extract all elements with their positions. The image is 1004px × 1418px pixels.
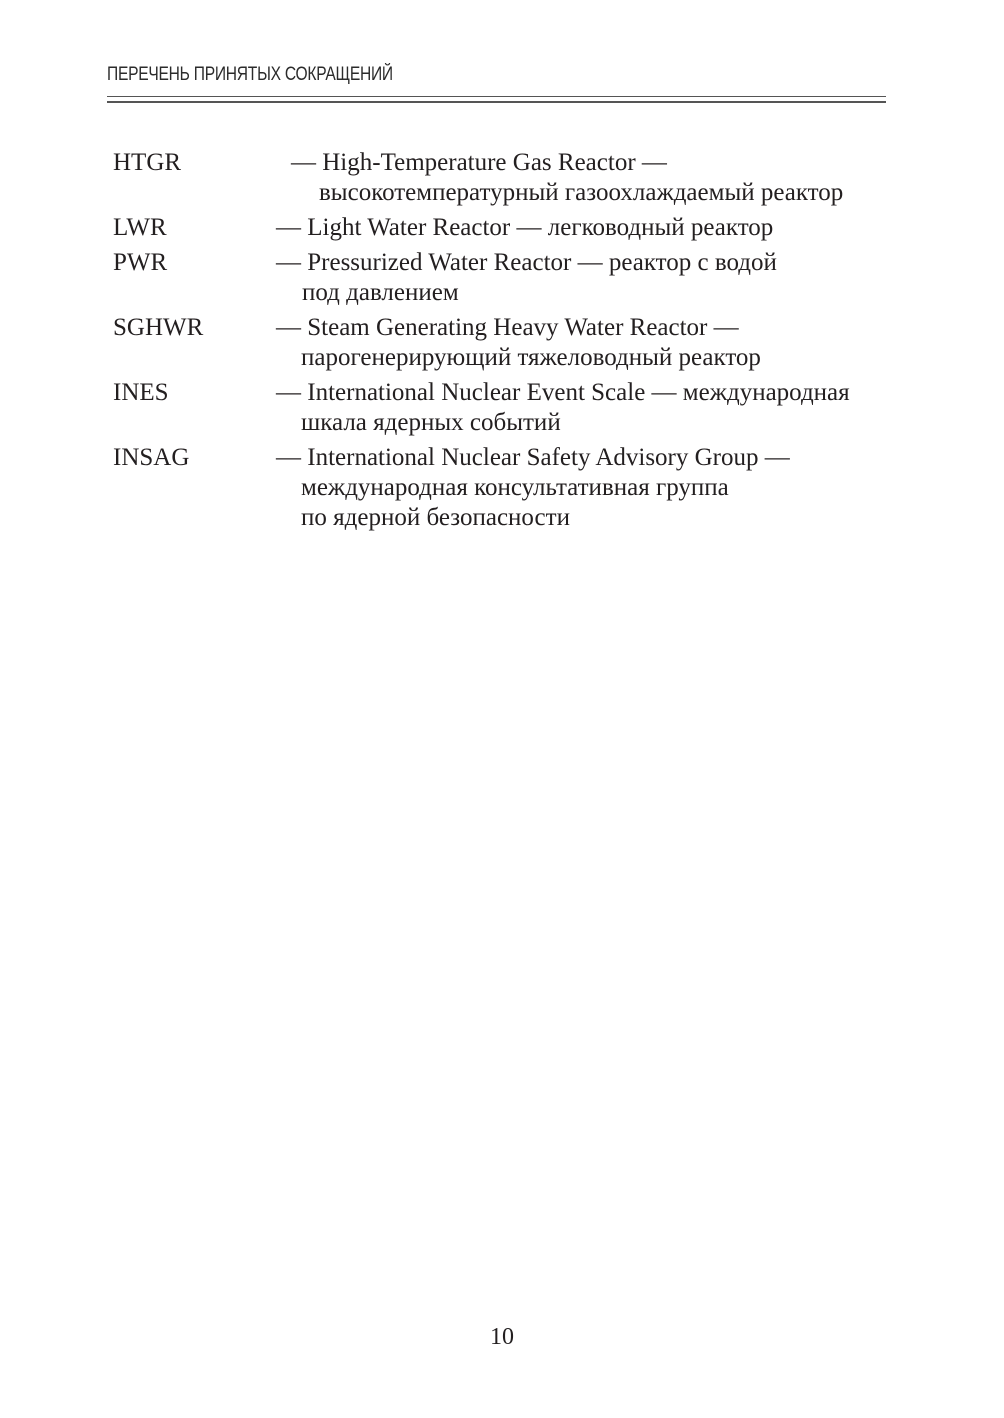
- definition-line: — International Nuclear Event Scale — международная: [276, 379, 850, 406]
- definition-line: — Steam Generating Heavy Water Reactor —: [276, 314, 739, 341]
- abbreviation-entry-pwr: [113, 248, 893, 308]
- definition-line: парогенерирующий тяжеловодный реактор: [301, 344, 761, 371]
- header-rule: [107, 96, 886, 103]
- definition-line: под давлением: [302, 279, 459, 306]
- definition-line: — Pressurized Water Reactor — реактор с водой: [276, 249, 777, 276]
- abbreviation-term: INSAG: [113, 444, 190, 471]
- definition-line: — Light Water Reactor — легководный реактор: [276, 214, 774, 241]
- abbreviation-entry-lwr: [113, 213, 893, 243]
- abbreviation-term: HTGR: [113, 149, 182, 176]
- abbreviation-definition: [276, 378, 893, 438]
- abbreviation-definition: [276, 213, 893, 243]
- definition-line: высокотемпературный газоохлаждаемый реактор: [319, 179, 844, 206]
- abbreviation-definition: [291, 148, 893, 208]
- abbreviation-definition: [276, 443, 893, 533]
- abbreviation-definition: [276, 313, 893, 373]
- abbreviation-list: [113, 148, 893, 538]
- definition-line: шкала ядерных событий: [301, 409, 561, 436]
- abbreviation-term: PWR: [113, 249, 168, 276]
- page-number: 10: [490, 1324, 514, 1350]
- abbreviation-entry-ines: [113, 378, 893, 438]
- abbreviation-entry-insag: [113, 443, 893, 533]
- abbreviation-term: SGHWR: [113, 314, 204, 341]
- definition-line: по ядерной безопасности: [301, 504, 570, 531]
- definition-line: — High-Temperature Gas Reactor —: [291, 149, 667, 176]
- definition-line: — International Nuclear Safety Advisory Group —: [276, 444, 790, 471]
- abbreviation-term: LWR: [113, 214, 167, 241]
- abbreviation-entry-sghwr: [113, 313, 893, 373]
- abbreviation-definition: [276, 248, 893, 308]
- abbreviation-entry-htgr: [113, 148, 893, 208]
- running-head-title: ПЕРЕЧЕНЬ ПРИНЯТЫХ СОКРАЩЕНИЙ: [107, 64, 393, 85]
- abbreviation-term: INES: [113, 379, 169, 406]
- definition-line: международная консультативная группа: [301, 474, 729, 501]
